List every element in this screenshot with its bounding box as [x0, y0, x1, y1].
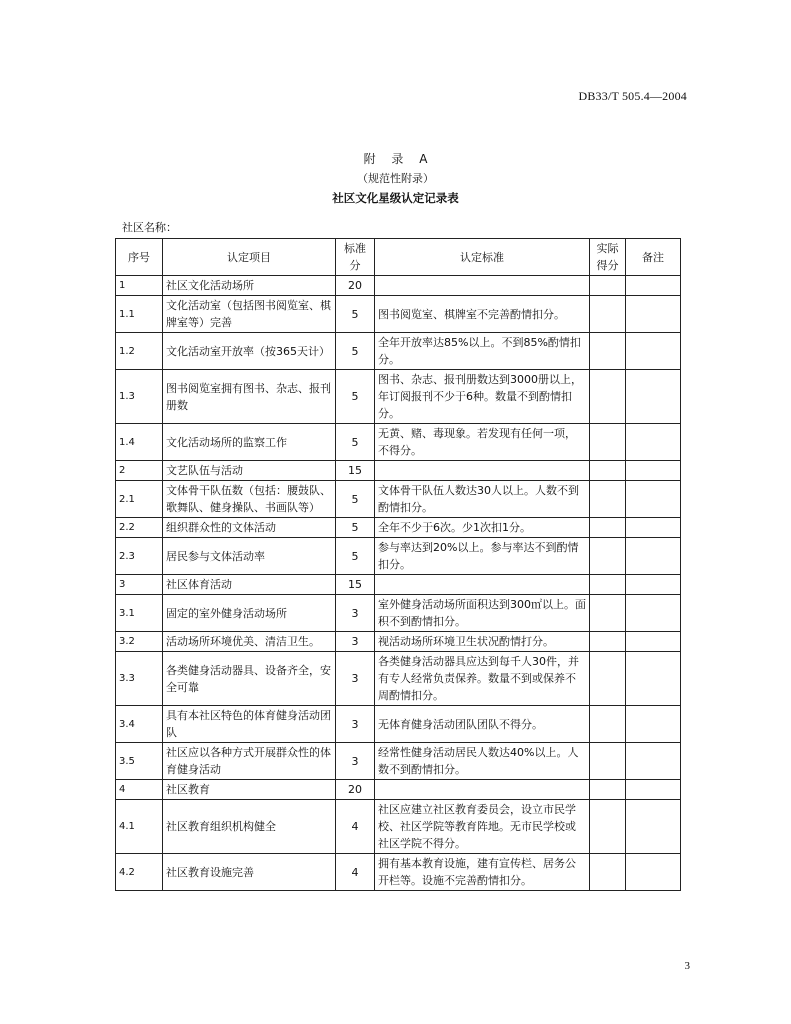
- header-score: 标准分: [336, 239, 375, 276]
- row-criteria: 各类健身活动器具应达到每千人30件，并有专人经常负责保养。数量不到或保养不周酌情扣分。: [375, 652, 590, 706]
- row-note: [626, 296, 681, 333]
- row-item: 文化活动室开放率（按365天计）: [163, 333, 336, 370]
- header-criteria: 认定标准: [375, 239, 590, 276]
- row-criteria: 经常性健身活动居民人数达40%以上。人数不到酌情扣分。: [375, 743, 590, 780]
- row-number: 2.3: [116, 538, 163, 575]
- row-actual-score: [590, 370, 626, 424]
- row-criteria: 全年开放率达85%以上。不到85%酌情扣分。: [375, 333, 590, 370]
- row-score: 3: [336, 652, 375, 706]
- table-row: [116, 424, 681, 461]
- row-actual-score: [590, 652, 626, 706]
- row-number: 3.3: [116, 652, 163, 706]
- row-note: [626, 632, 681, 652]
- row-actual-score: [590, 780, 626, 800]
- row-criteria: [375, 575, 590, 595]
- row-note: [626, 652, 681, 706]
- row-criteria: 全年不少于6次。少1次扣1分。: [375, 518, 590, 538]
- table-row: [116, 780, 681, 800]
- row-item: 文体骨干队伍数（包括：腰鼓队、歌舞队、健身操队、书画队等）: [163, 481, 336, 518]
- row-note: [626, 370, 681, 424]
- row-note: [626, 333, 681, 370]
- row-actual-score: [590, 595, 626, 632]
- header-no: 序号: [116, 239, 163, 276]
- header-note: 备注: [626, 239, 681, 276]
- row-actual-score: [590, 706, 626, 743]
- table-row: [116, 370, 681, 424]
- row-score: 5: [336, 518, 375, 538]
- row-score: 3: [336, 632, 375, 652]
- row-number: 1.2: [116, 333, 163, 370]
- row-actual-score: [590, 424, 626, 461]
- row-number: 2.2: [116, 518, 163, 538]
- row-note: [626, 706, 681, 743]
- row-item: 图书阅览室拥有图书、杂志、报刊册数: [163, 370, 336, 424]
- row-item: 具有本社区特色的体育健身活动团队: [163, 706, 336, 743]
- row-criteria: 社区应建立社区教育委员会，设立市民学校、社区学院等教育阵地。无市民学校或社区学院不得分。: [375, 800, 590, 854]
- table-row: [116, 743, 681, 780]
- row-note: [626, 743, 681, 780]
- row-criteria: 图书阅览室、棋牌室不完善酌情扣分。: [375, 296, 590, 333]
- standard-code: DB33/T 505.4—2004: [578, 89, 687, 103]
- page-number: 3: [684, 960, 690, 972]
- row-item: 社区教育组织机构健全: [163, 800, 336, 854]
- header-actual: 实际得分: [590, 239, 626, 276]
- row-score: 4: [336, 854, 375, 891]
- row-note: [626, 276, 681, 296]
- row-actual-score: [590, 854, 626, 891]
- row-item: 社区文化活动场所: [163, 276, 336, 296]
- row-note: [626, 424, 681, 461]
- row-score: 3: [336, 595, 375, 632]
- table-row: [116, 706, 681, 743]
- row-score: 3: [336, 706, 375, 743]
- row-score: 4: [336, 800, 375, 854]
- row-number: 3.2: [116, 632, 163, 652]
- row-note: [626, 780, 681, 800]
- row-score: 20: [336, 276, 375, 296]
- row-item: 活动场所环境优美、清洁卫生。: [163, 632, 336, 652]
- row-actual-score: [590, 518, 626, 538]
- row-number: 4: [116, 780, 163, 800]
- row-score: 20: [336, 780, 375, 800]
- row-actual-score: [590, 800, 626, 854]
- row-actual-score: [590, 333, 626, 370]
- row-score: 15: [336, 461, 375, 481]
- row-item: 社区教育: [163, 780, 336, 800]
- row-item: 固定的室外健身活动场所: [163, 595, 336, 632]
- table-row: [116, 538, 681, 575]
- row-number: 3.4: [116, 706, 163, 743]
- table-row: [116, 333, 681, 370]
- row-note: [626, 538, 681, 575]
- row-number: 1.4: [116, 424, 163, 461]
- table-title: 社区文化星级认定记录表: [332, 191, 459, 205]
- row-item: 社区体育活动: [163, 575, 336, 595]
- table-row: [116, 595, 681, 632]
- row-actual-score: [590, 296, 626, 333]
- row-score: 5: [336, 333, 375, 370]
- table-header-row: [116, 239, 681, 276]
- row-note: [626, 575, 681, 595]
- row-item: 社区应以各种方式开展群众性的体育健身活动: [163, 743, 336, 780]
- row-criteria: 室外健身活动场所面积达到300㎡以上。面积不到酌情扣分。: [375, 595, 590, 632]
- row-item: 文化活动室（包括图书阅览室、棋牌室等）完善: [163, 296, 336, 333]
- row-score: 5: [336, 296, 375, 333]
- row-criteria: 无体育健身活动团队团队不得分。: [375, 706, 590, 743]
- table-row: [116, 518, 681, 538]
- row-item: 居民参与文体活动率: [163, 538, 336, 575]
- row-criteria: [375, 461, 590, 481]
- row-note: [626, 461, 681, 481]
- record-table: [115, 238, 681, 891]
- appendix-title: 附 录 A: [363, 152, 428, 166]
- row-criteria: [375, 276, 590, 296]
- row-number: 3.1: [116, 595, 163, 632]
- row-score: 5: [336, 424, 375, 461]
- row-score: 15: [336, 575, 375, 595]
- table-row: [116, 481, 681, 518]
- row-criteria: 拥有基本教育设施，建有宣传栏、居务公开栏等。设施不完善酌情扣分。: [375, 854, 590, 891]
- row-note: [626, 854, 681, 891]
- row-number: 1: [116, 276, 163, 296]
- table-row: [116, 461, 681, 481]
- row-number: 2.1: [116, 481, 163, 518]
- header-item: 认定项目: [163, 239, 336, 276]
- row-number: 3: [116, 575, 163, 595]
- row-actual-score: [590, 575, 626, 595]
- row-item: 社区教育设施完善: [163, 854, 336, 891]
- table-row: [116, 854, 681, 891]
- table-row: [116, 276, 681, 296]
- table-row: [116, 632, 681, 652]
- community-name-label: 社区名称：: [122, 221, 177, 234]
- appendix-type: （规范性附录）: [357, 172, 434, 185]
- row-number: 4.1: [116, 800, 163, 854]
- table-row: [116, 575, 681, 595]
- row-number: 1.1: [116, 296, 163, 333]
- row-actual-score: [590, 538, 626, 575]
- row-criteria: 图书、杂志、报刊册数达到3000册以上，年订阅报刊不少于6种。数量不到酌情扣分。: [375, 370, 590, 424]
- row-actual-score: [590, 632, 626, 652]
- row-note: [626, 595, 681, 632]
- row-score: 5: [336, 538, 375, 575]
- row-actual-score: [590, 276, 626, 296]
- row-number: 1.3: [116, 370, 163, 424]
- row-score: 3: [336, 743, 375, 780]
- row-criteria: 参与率达到20%以上。参与率达不到酌情扣分。: [375, 538, 590, 575]
- row-score: 5: [336, 481, 375, 518]
- row-item: 各类健身活动器具、设备齐全，安全可靠: [163, 652, 336, 706]
- row-item: 文艺队伍与活动: [163, 461, 336, 481]
- row-criteria: [375, 780, 590, 800]
- row-item: 文化活动场所的监察工作: [163, 424, 336, 461]
- table-row: [116, 800, 681, 854]
- row-number: 2: [116, 461, 163, 481]
- row-score: 5: [336, 370, 375, 424]
- row-actual-score: [590, 743, 626, 780]
- row-actual-score: [590, 461, 626, 481]
- row-number: 3.5: [116, 743, 163, 780]
- table-row: [116, 296, 681, 333]
- row-criteria: 视活动场所环境卫生状况酌情打分。: [375, 632, 590, 652]
- row-note: [626, 518, 681, 538]
- row-criteria: 文体骨干队伍人数达30人以上。人数不到酌情扣分。: [375, 481, 590, 518]
- row-note: [626, 481, 681, 518]
- row-number: 4.2: [116, 854, 163, 891]
- table-row: [116, 652, 681, 706]
- row-criteria: 无黄、赌、毒现象。若发现有任何一项，不得分。: [375, 424, 590, 461]
- row-item: 组织群众性的文体活动: [163, 518, 336, 538]
- row-actual-score: [590, 481, 626, 518]
- row-note: [626, 800, 681, 854]
